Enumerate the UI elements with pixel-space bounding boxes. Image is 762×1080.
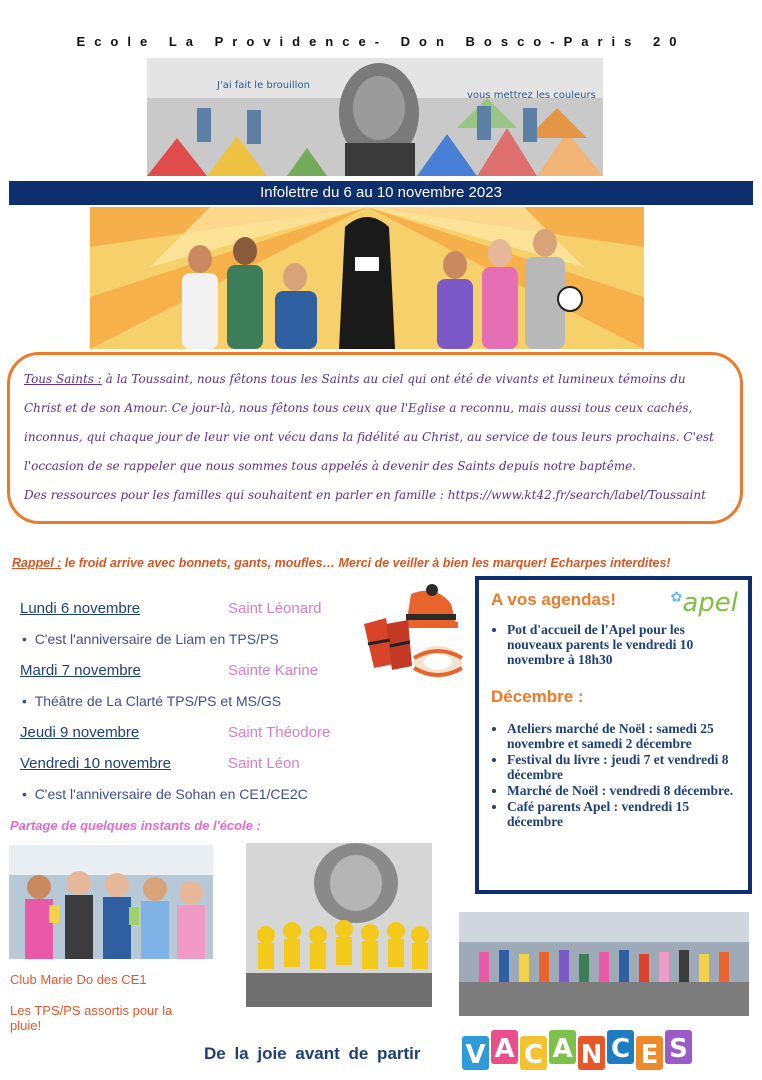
toussaint-resources: Des ressources pour les familles qui souhaitent en parler en famille : https://www.kt42.fr/search/label/Toussaint: [24, 488, 706, 502]
mural-left-text: J'ai fait le brouillon: [217, 80, 310, 91]
event-item: [22, 631, 279, 647]
saints-drawing: [90, 207, 644, 349]
photo-rain-drawing: [246, 843, 432, 1007]
agenda-list: [491, 622, 734, 667]
toussaint-lead: Tous Saints :: [24, 372, 102, 386]
vacances-letter: C: [610, 1034, 631, 1064]
event-text: C'est l'anniversaire de Liam en TPS/PS: [34, 631, 279, 647]
vacances-word-art: [460, 1026, 700, 1078]
apel-logo: [671, 588, 738, 618]
toussaint-text: à la Toussaint, nous fêtons tous les Saints au ciel qui ont été de vivants et lumineux témoins du Christ et de son Amour. Ce jour-là, nous fêtons tous ceux que l'Eglise a reconnu, mais aussi tous ceux cachés, inconnus, qui chaque jour de leur vie ont vécu dans la fidélité au Christ, au service de tous leurs prochains. C'est l'occasion de se rappeler que nous sommes tous appelés à devenir des Saints depuis notre baptême.: [24, 372, 714, 473]
saint-of-day: Saint Théodore: [228, 724, 331, 741]
agenda-item: • Pot d'accueil de l'Apel pour les nouveaux parents le vendredi 10 novembre à 18h30: [507, 622, 734, 667]
photo-playground-drawing: [459, 912, 749, 1016]
vacances-letter: A: [552, 1034, 573, 1064]
photo-children-drawing: [9, 845, 213, 959]
saint-of-day: Saint Léonard: [228, 600, 322, 617]
photo-playground-dance: [459, 912, 749, 1016]
agenda-item: • Marché de Noël : vendredi 8 décembre.: [507, 783, 734, 798]
toussaint-box: [7, 352, 743, 524]
day-label: Vendredi 10 novembre: [20, 755, 171, 772]
don-bosco-mural-photo: [147, 58, 603, 176]
event-text: Théâtre de La Clarté TPS/PS et MS/GS: [34, 693, 282, 709]
vacances-letter: A: [494, 1034, 515, 1064]
reminder-text: [12, 556, 712, 570]
day-label: Mardi 7 novembre: [20, 662, 141, 679]
agenda-box: [475, 576, 752, 894]
toussaint-paragraph: [24, 365, 724, 481]
closing-text: De la joie avant de partir: [204, 1044, 421, 1063]
reminder-body: le froid arrive avec bonnets, gants, moufles… Merci de veiller à bien les marquer! Echarpes interdites!: [64, 556, 671, 570]
day-label: Jeudi 9 novembre: [20, 724, 140, 741]
vacances-letter: C: [523, 1040, 544, 1070]
agenda-item: • Ateliers marché de Noël : samedi 25 novembre et samedi 2 décembre: [507, 721, 734, 751]
reminder-lead: Rappel :: [12, 556, 62, 570]
mural-illustration: [147, 58, 603, 176]
apel-logo-text: apel: [682, 588, 738, 618]
day-label: Lundi 6 novembre: [20, 600, 141, 617]
mural-right-text: vous mettrez les couleurs: [467, 90, 596, 101]
vacances-letter: E: [640, 1040, 659, 1070]
photo-club-marie-do: [9, 845, 213, 959]
vacances-letter: V: [465, 1040, 486, 1070]
vacances-drawing: [460, 1026, 700, 1074]
school-title: Ecole La Providence- Don Bosco-Paris 20: [76, 34, 686, 49]
bullet-icon: •: [22, 631, 35, 647]
caption-tps-ps: Les TPS/PS assortis pour la pluie!: [10, 1003, 173, 1033]
bullet-icon: •: [22, 786, 35, 802]
event-text: C'est l'anniversaire de Sohan en CE1/CE2C: [34, 786, 308, 802]
gallery-title: Partage de quelques instants de l'école :: [10, 818, 261, 833]
caption-club-marie-do: Club Marie Do des CE1: [10, 972, 147, 987]
december-title: Décembre :: [491, 687, 584, 706]
event-item: [22, 693, 281, 709]
saint-of-day: Saint Léon: [228, 755, 300, 772]
saint-of-day: Sainte Karine: [228, 662, 319, 679]
agenda-item: • Festival du livre : jeudi 7 et vendredi 8 décembre: [507, 752, 734, 782]
vacances-letter: S: [669, 1034, 688, 1064]
bullet-icon: •: [22, 693, 35, 709]
winter-clothes-illustration: [356, 584, 466, 694]
agenda-item: • Café parents Apel : vendredi 15 décembre: [507, 799, 734, 829]
apel-flower-icon: ✿: [670, 589, 683, 606]
winter-clothes-drawing: [356, 584, 466, 694]
event-item: [22, 786, 308, 802]
newsletter-title-bar: Infolettre du 6 au 10 novembre 2023: [9, 181, 753, 205]
photo-tps-ps-rain: [246, 843, 432, 1007]
saints-illustration: [90, 207, 644, 349]
december-list: [491, 721, 734, 829]
vacances-letter: N: [580, 1040, 603, 1070]
agenda-title: A vos agendas!: [491, 590, 617, 609]
